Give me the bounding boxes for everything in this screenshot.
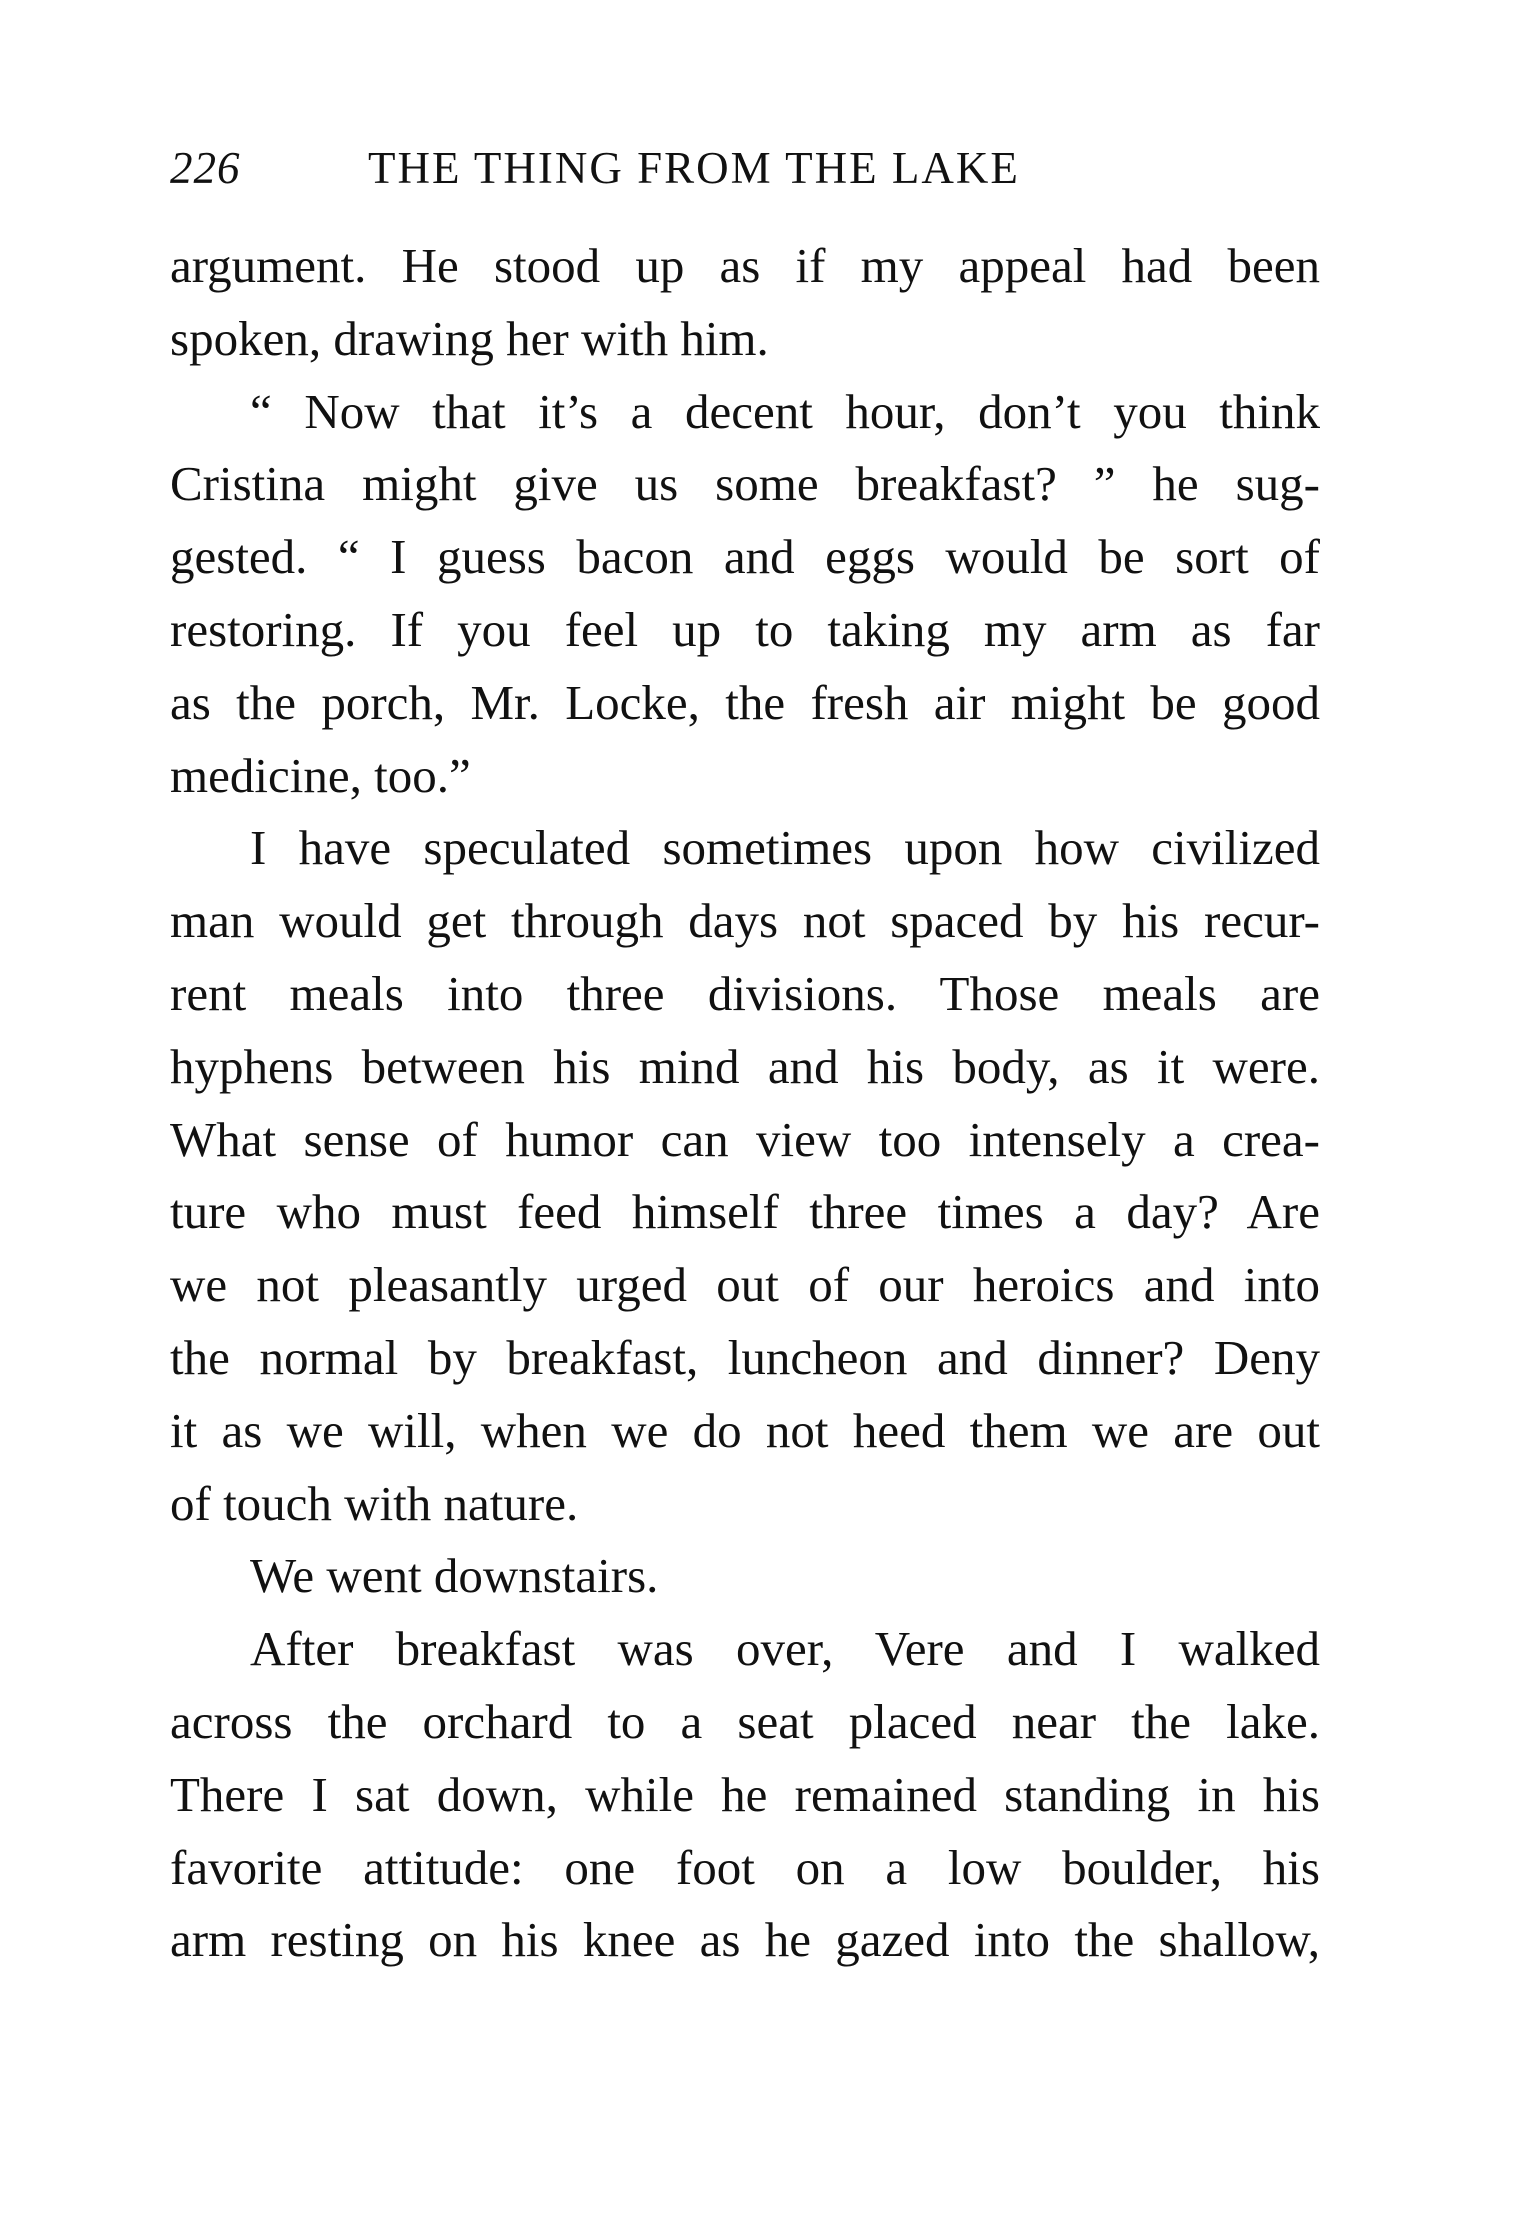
- text-line: Cristina might give us some breakfast? ” he sug-: [170, 456, 1320, 512]
- running-head: THE THING FROM THE LAKE: [368, 143, 1020, 193]
- text-line: “ Now that it’s a decent hour, don’t you think: [250, 383, 1320, 439]
- text-line: rent meals into three divisions. Those meals are: [170, 965, 1320, 1021]
- text-line: we not pleasantly urged out of our heroics and into: [170, 1257, 1320, 1313]
- text-line: hyphens between his mind and his body, as it were.: [170, 1038, 1320, 1094]
- text-line: restoring. If you feel up to taking my arm as far: [170, 601, 1320, 657]
- text-line: it as we will, when we do not heed them we are out: [170, 1402, 1320, 1458]
- text-line: as the porch, Mr. Locke, the fresh air might be good: [170, 674, 1320, 730]
- text-line: the normal by breakfast, luncheon and dinner? Deny: [170, 1329, 1320, 1385]
- text-line: There I sat down, while he remained standing in his: [170, 1766, 1320, 1822]
- text-line: man would get through days not spaced by his recur-: [170, 893, 1320, 949]
- text-line: After breakfast was over, Vere and I walked: [250, 1621, 1320, 1677]
- text-line: I have speculated sometimes upon how civilized: [250, 820, 1320, 876]
- text-line: medicine, too.”: [170, 747, 471, 803]
- body-text: [170, 230, 1320, 1977]
- page-number: 226: [170, 143, 241, 193]
- text-line: spoken, drawing her with him.: [170, 310, 769, 366]
- text-line: across the orchard to a seat placed near the lake.: [170, 1693, 1320, 1749]
- text-line: gested. “ I guess bacon and eggs would be sort of: [170, 529, 1320, 585]
- page-header: [170, 138, 1320, 198]
- text-line: What sense of humor can view too intensely a crea-: [170, 1111, 1320, 1167]
- text-line: ture who must feed himself three times a day? Are: [170, 1184, 1320, 1240]
- text-line: argument. He stood up as if my appeal had been: [170, 238, 1320, 293]
- text-line: favorite attitude: one foot on a low boulder, his: [170, 1839, 1320, 1895]
- text-line: We went downstairs.: [250, 1548, 659, 1604]
- text-line: arm resting on his knee as he gazed into the shallow,: [170, 1912, 1320, 1968]
- text-line: of touch with nature.: [170, 1475, 579, 1531]
